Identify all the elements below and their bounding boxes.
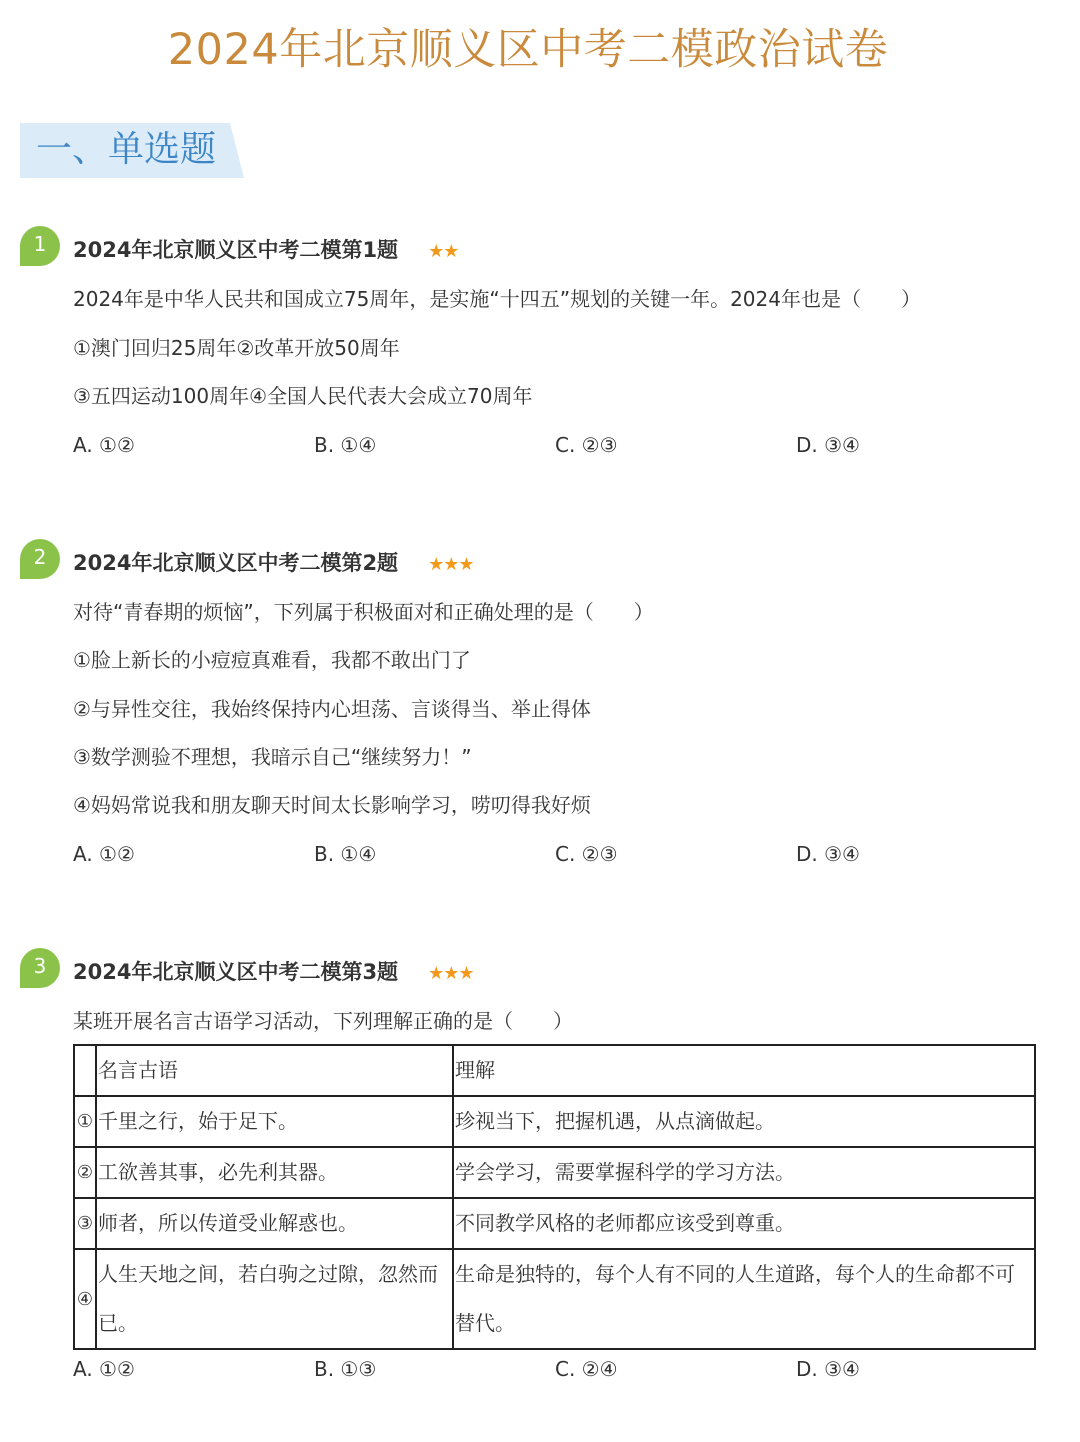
table-row: [74, 1249, 1035, 1349]
table-cell-quote: 师者，所以传道受业解惑也。: [96, 1198, 453, 1249]
option-d[interactable]: D. ③④: [796, 433, 860, 457]
question-number-badge: 2: [20, 539, 60, 579]
question-stem: 对待“青春期的烦恼”，下列属于积极面对和正确处理的是（ ）: [73, 600, 654, 624]
statement: ③五四运动100周年④全国人民代表大会成立70周年: [73, 384, 533, 408]
table-header-cell: [74, 1045, 96, 1096]
difficulty-stars: ★★: [428, 241, 459, 262]
table-cell-understanding: 不同教学风格的老师都应该受到尊重。: [453, 1198, 1035, 1249]
table-cell-number: ③: [74, 1198, 96, 1249]
option-a[interactable]: A. ①②: [73, 1357, 135, 1381]
question-number-badge: 1: [20, 226, 60, 266]
table-cell-quote: 人生天地之间，若白驹之过隙，忽然而已。: [96, 1249, 453, 1349]
question-heading-text: 2024年北京顺义区中考二模第3题: [73, 960, 399, 984]
table-cell-understanding: 学会学习，需要掌握科学的学习方法。: [453, 1147, 1035, 1198]
statement: ④妈妈常说我和朋友聊天时间太长影响学习，唠叨得我好烦: [73, 793, 591, 817]
table-row: [74, 1147, 1035, 1198]
option-a[interactable]: A. ①②: [73, 842, 135, 866]
table-header-cell: 理解: [453, 1045, 1035, 1096]
question-heading: [73, 957, 473, 989]
question-stem: 某班开展名言古语学习活动，下列理解正确的是（ ）: [73, 1009, 573, 1033]
option-d[interactable]: D. ③④: [796, 842, 860, 866]
table-header-row: [74, 1045, 1035, 1096]
difficulty-stars: ★★★: [428, 554, 474, 575]
table-cell-understanding: 珍视当下，把握机遇，从点滴做起。: [453, 1096, 1035, 1147]
option-c[interactable]: C. ②④: [555, 1357, 618, 1381]
question-heading-text: 2024年北京顺义区中考二模第2题: [73, 551, 399, 575]
table-cell-understanding: 生命是独特的，每个人有不同的人生道路，每个人的生命都不可替代。: [453, 1249, 1035, 1349]
option-c[interactable]: C. ②③: [555, 433, 618, 457]
quotes-table: [73, 1044, 1036, 1350]
statement: ①澳门回归25周年②改革开放50周年: [73, 336, 400, 360]
question-heading: [73, 548, 473, 580]
statement: ②与异性交往，我始终保持内心坦荡、言谈得当、举止得体: [73, 697, 591, 721]
option-b[interactable]: B. ①③: [314, 1357, 377, 1381]
section-title: 一、单选题: [36, 129, 217, 170]
option-b[interactable]: B. ①④: [314, 433, 377, 457]
option-d[interactable]: D. ③④: [796, 1357, 860, 1381]
table-row: [74, 1096, 1035, 1147]
option-b[interactable]: B. ①④: [314, 842, 377, 866]
table-row: [74, 1198, 1035, 1249]
table-cell-number: ①: [74, 1096, 96, 1147]
table-header-cell: 名言古语: [96, 1045, 453, 1096]
table-cell-number: ④: [74, 1249, 96, 1349]
table-cell-number: ②: [74, 1147, 96, 1198]
difficulty-stars: ★★★: [428, 963, 474, 984]
statement: ①脸上新长的小痘痘真难看，我都不敢出门了: [73, 648, 471, 672]
table-cell-quote: 工欲善其事，必先利其器。: [96, 1147, 453, 1198]
question-heading: [73, 235, 458, 267]
option-c[interactable]: C. ②③: [555, 842, 618, 866]
table-cell-quote: 千里之行，始于足下。: [96, 1096, 453, 1147]
question-stem: 2024年是中华人民共和国成立75周年，是实施“十四五”规划的关键一年。2024年也是（ ）: [73, 287, 921, 311]
question-heading-text: 2024年北京顺义区中考二模第1题: [73, 238, 399, 262]
question-number-badge: 3: [20, 948, 60, 988]
page-title: 2024年北京顺义区中考二模政治试卷: [167, 25, 889, 75]
option-a[interactable]: A. ①②: [73, 433, 135, 457]
statement: ③数学测验不理想，我暗示自己“继续努力！”: [73, 745, 472, 769]
